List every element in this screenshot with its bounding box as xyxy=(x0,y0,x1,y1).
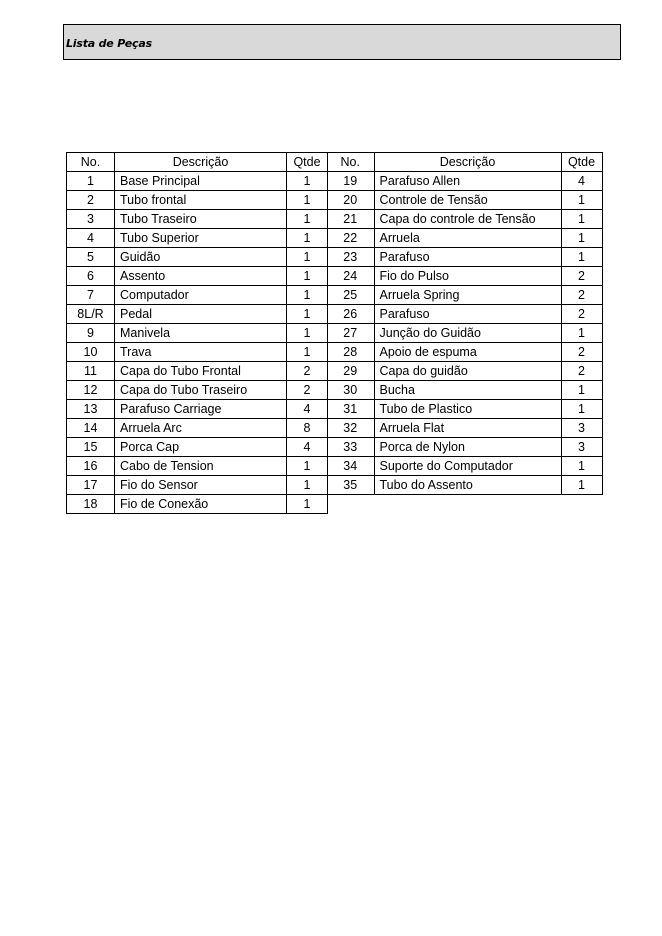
part-qty-cell: 1 xyxy=(561,229,602,248)
part-number-cell: 27 xyxy=(327,324,374,343)
part-description-cell: Tubo do Assento xyxy=(374,476,561,495)
part-description-cell: Cabo de Tension xyxy=(115,457,287,476)
table-row xyxy=(67,324,328,343)
part-number-cell: 20 xyxy=(327,191,374,210)
table-header-row xyxy=(67,153,328,172)
part-qty-cell: 1 xyxy=(287,229,328,248)
part-number-cell: 28 xyxy=(327,343,374,362)
part-number-cell: 9 xyxy=(67,324,115,343)
column-header-qty: Qtde xyxy=(561,153,602,172)
part-description-cell: Tubo de Plastico xyxy=(374,400,561,419)
table-row xyxy=(67,476,328,495)
part-description-cell: Parafuso xyxy=(374,248,561,267)
column-header-no: No. xyxy=(327,153,374,172)
part-qty-cell: 1 xyxy=(287,343,328,362)
part-qty-cell: 2 xyxy=(287,381,328,400)
table-row xyxy=(67,495,328,514)
part-qty-cell: 2 xyxy=(561,362,602,381)
part-number-cell: 21 xyxy=(327,210,374,229)
page-title: Lista de Peças xyxy=(66,37,152,50)
part-number-cell: 26 xyxy=(327,305,374,324)
part-number-cell: 3 xyxy=(67,210,115,229)
table-row xyxy=(67,419,328,438)
part-description-cell: Porca Cap xyxy=(115,438,287,457)
part-number-cell: 29 xyxy=(327,362,374,381)
part-number-cell: 5 xyxy=(67,248,115,267)
part-qty-cell: 8 xyxy=(287,419,328,438)
column-header-qty: Qtde xyxy=(287,153,328,172)
part-qty-cell: 1 xyxy=(561,457,602,476)
part-description-cell: Fio do Pulso xyxy=(374,267,561,286)
column-header-description: Descrição xyxy=(374,153,561,172)
parts-table-left-body xyxy=(67,172,328,514)
part-qty-cell: 1 xyxy=(287,286,328,305)
part-description-cell: Apoio de espuma xyxy=(374,343,561,362)
part-qty-cell: 3 xyxy=(561,438,602,457)
part-description-cell: Capa do guidão xyxy=(374,362,561,381)
part-description-cell: Fio de Conexão xyxy=(115,495,287,514)
part-description-cell: Parafuso Carriage xyxy=(115,400,287,419)
part-qty-cell: 3 xyxy=(561,419,602,438)
part-qty-cell: 4 xyxy=(287,400,328,419)
part-description-cell: Bucha xyxy=(374,381,561,400)
part-number-cell: 18 xyxy=(67,495,115,514)
page-header-bar xyxy=(63,24,621,60)
part-qty-cell: 2 xyxy=(561,305,602,324)
table-row xyxy=(327,248,602,267)
part-number-cell: 22 xyxy=(327,229,374,248)
part-number-cell: 6 xyxy=(67,267,115,286)
part-number-cell: 13 xyxy=(67,400,115,419)
table-row xyxy=(327,267,602,286)
table-row xyxy=(327,381,602,400)
part-number-cell: 33 xyxy=(327,438,374,457)
part-number-cell: 34 xyxy=(327,457,374,476)
table-row xyxy=(67,191,328,210)
part-number-cell: 7 xyxy=(67,286,115,305)
part-number-cell: 12 xyxy=(67,381,115,400)
column-header-description: Descrição xyxy=(115,153,287,172)
table-row xyxy=(67,400,328,419)
part-description-cell: Base Principal xyxy=(115,172,287,191)
part-number-cell: 4 xyxy=(67,229,115,248)
part-description-cell: Parafuso xyxy=(374,305,561,324)
part-description-cell: Computador xyxy=(115,286,287,305)
part-qty-cell: 1 xyxy=(287,324,328,343)
table-row xyxy=(67,286,328,305)
part-qty-cell: 1 xyxy=(287,457,328,476)
part-number-cell: 32 xyxy=(327,419,374,438)
part-qty-cell: 1 xyxy=(561,476,602,495)
part-qty-cell: 4 xyxy=(561,172,602,191)
part-description-cell: Porca de Nylon xyxy=(374,438,561,457)
part-qty-cell: 1 xyxy=(561,248,602,267)
part-number-cell: 23 xyxy=(327,248,374,267)
table-row xyxy=(327,362,602,381)
part-description-cell: Fio do Sensor xyxy=(115,476,287,495)
table-row xyxy=(327,286,602,305)
part-qty-cell: 1 xyxy=(561,381,602,400)
table-row xyxy=(67,362,328,381)
part-qty-cell: 4 xyxy=(287,438,328,457)
part-description-cell: Junção do Guidão xyxy=(374,324,561,343)
part-qty-cell: 1 xyxy=(287,172,328,191)
table-row xyxy=(327,305,602,324)
table-row xyxy=(67,438,328,457)
part-qty-cell: 1 xyxy=(287,191,328,210)
part-qty-cell: 2 xyxy=(561,267,602,286)
part-number-cell: 17 xyxy=(67,476,115,495)
part-description-cell: Parafuso Allen xyxy=(374,172,561,191)
table-row xyxy=(67,210,328,229)
table-row xyxy=(67,248,328,267)
table-row xyxy=(327,172,602,191)
part-qty-cell: 1 xyxy=(561,210,602,229)
part-description-cell: Capa do Tubo Frontal xyxy=(115,362,287,381)
table-row xyxy=(327,476,602,495)
table-row xyxy=(67,457,328,476)
part-number-cell: 30 xyxy=(327,381,374,400)
part-number-cell: 14 xyxy=(67,419,115,438)
part-description-cell: Controle de Tensão xyxy=(374,191,561,210)
part-number-cell: 10 xyxy=(67,343,115,362)
part-description-cell: Arruela xyxy=(374,229,561,248)
table-row xyxy=(327,419,602,438)
part-number-cell: 11 xyxy=(67,362,115,381)
part-number-cell: 25 xyxy=(327,286,374,305)
table-row xyxy=(327,229,602,248)
part-description-cell: Capa do Tubo Traseiro xyxy=(115,381,287,400)
part-description-cell: Assento xyxy=(115,267,287,286)
table-row xyxy=(67,381,328,400)
part-description-cell: Tubo Traseiro xyxy=(115,210,287,229)
table-row xyxy=(327,191,602,210)
part-description-cell: Guidão xyxy=(115,248,287,267)
part-number-cell: 8L/R xyxy=(67,305,115,324)
part-number-cell: 24 xyxy=(327,267,374,286)
part-qty-cell: 1 xyxy=(287,495,328,514)
part-number-cell: 16 xyxy=(67,457,115,476)
part-description-cell: Pedal xyxy=(115,305,287,324)
table-row xyxy=(67,343,328,362)
part-qty-cell: 1 xyxy=(287,305,328,324)
part-description-cell: Capa do controle de Tensão xyxy=(374,210,561,229)
table-row xyxy=(67,172,328,191)
part-description-cell: Arruela Arc xyxy=(115,419,287,438)
table-header-row xyxy=(327,153,602,172)
table-row xyxy=(327,210,602,229)
table-row xyxy=(327,457,602,476)
part-number-cell: 19 xyxy=(327,172,374,191)
part-description-cell: Arruela Spring xyxy=(374,286,561,305)
table-row xyxy=(67,267,328,286)
table-row xyxy=(67,229,328,248)
parts-table-left xyxy=(66,152,328,514)
part-number-cell: 2 xyxy=(67,191,115,210)
part-description-cell: Manivela xyxy=(115,324,287,343)
part-description-cell: Suporte do Computador xyxy=(374,457,561,476)
part-qty-cell: 1 xyxy=(287,267,328,286)
table-row xyxy=(327,400,602,419)
table-row xyxy=(327,438,602,457)
part-description-cell: Arruela Flat xyxy=(374,419,561,438)
part-number-cell: 15 xyxy=(67,438,115,457)
part-qty-cell: 1 xyxy=(287,248,328,267)
part-description-cell: Tubo Superior xyxy=(115,229,287,248)
part-description-cell: Tubo frontal xyxy=(115,191,287,210)
table-row xyxy=(67,305,328,324)
table-row xyxy=(327,324,602,343)
parts-table-right-body xyxy=(327,172,602,495)
parts-table-right xyxy=(327,152,603,495)
part-number-cell: 1 xyxy=(67,172,115,191)
part-qty-cell: 1 xyxy=(287,210,328,229)
part-number-cell: 35 xyxy=(327,476,374,495)
column-header-no: No. xyxy=(67,153,115,172)
part-qty-cell: 1 xyxy=(561,400,602,419)
part-qty-cell: 1 xyxy=(561,324,602,343)
part-qty-cell: 1 xyxy=(561,191,602,210)
part-qty-cell: 2 xyxy=(561,286,602,305)
part-description-cell: Trava xyxy=(115,343,287,362)
table-row xyxy=(327,343,602,362)
part-qty-cell: 2 xyxy=(287,362,328,381)
part-number-cell: 31 xyxy=(327,400,374,419)
part-qty-cell: 1 xyxy=(287,476,328,495)
part-qty-cell: 2 xyxy=(561,343,602,362)
